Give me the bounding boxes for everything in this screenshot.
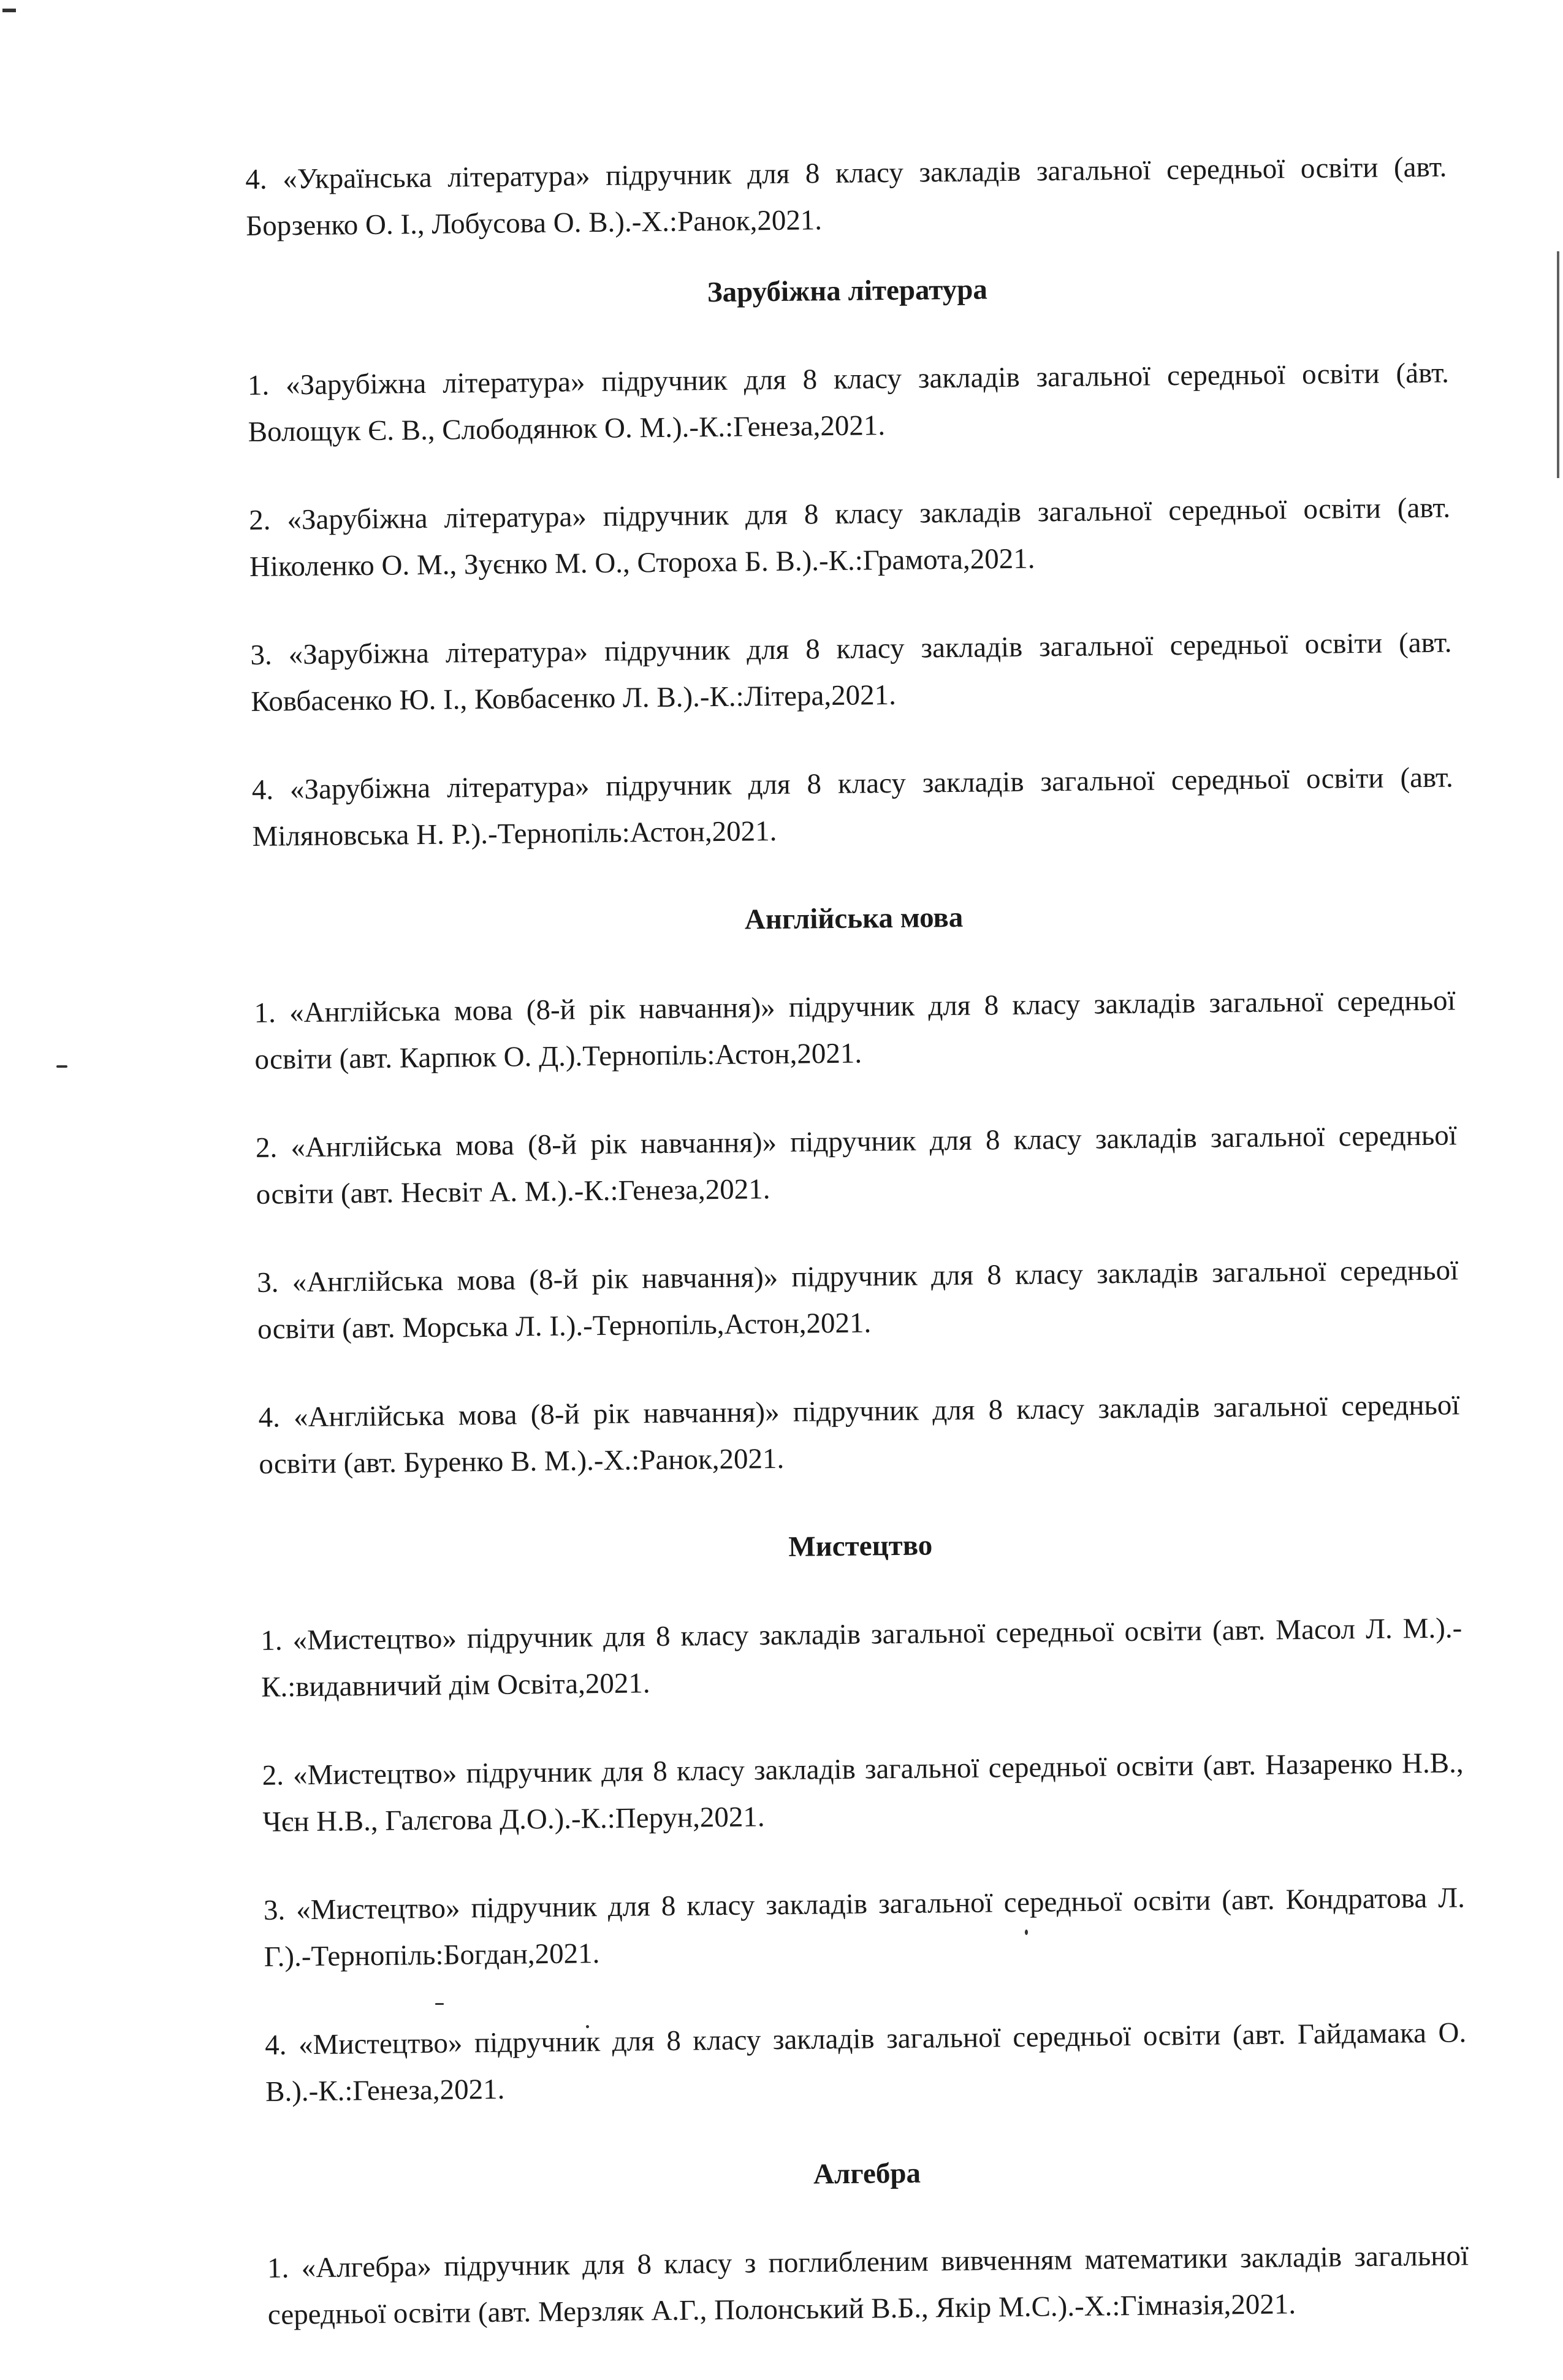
- list-item: 1. «Зарубіжна література» підручник для 8 класу закладів загальної середньої освіти (авт. Волощук Є. В., Слободянюк О. М.).-К.:Генеза,2021.: [247, 357, 1450, 448]
- scan-edge-mark: [1557, 251, 1559, 478]
- section-foreign-literature: [246, 261, 1454, 859]
- list-item: 3. «Зарубіжна література» підручник для 8 класу закладів загальної середньої освіти (авт. Ковбасенко Ю. І., Ковбасенко Л. В.).-К.:Літера,2021.: [250, 626, 1452, 718]
- list-item: 3. «Англійська мова (8-й рік навчання)» підручник для 8 класу закладів загальної середньої освіти (авт. Морська Л. І.).-Тернопіль,Астон,2021.: [256, 1254, 1459, 1345]
- scan-speck: [56, 1065, 67, 1068]
- section-art: [259, 1516, 1467, 2115]
- list-item: 4. «Зарубіжна література» підручник для 8 класу закладів загальної середньої освіти (авт. Міляновська Н. Р.).-Тернопіль:Астон,2021.: [251, 761, 1453, 853]
- list-item: 3. «Мистецтво» підручник для 8 класу закладів загальної середньої освіти (авт. Кондратова Л. Г.).-Тернопіль:Богдан,2021.: [263, 1882, 1466, 1973]
- list-item: 4. «Англійська мова (8-й рік навчання)» підручник для 8 класу закладів загальної середньої освіти (авт. Буренко В. М.).-Х.:Ранок,2021.: [258, 1389, 1460, 1480]
- section-title: Зарубіжна література: [707, 273, 988, 309]
- section-title: Алгебра: [813, 2157, 921, 2191]
- section-title: Мистецтво: [788, 1529, 933, 1563]
- intro-list-item: 4. «Українська література» підручник для 8 класу закладів загальної середньої освіти (авт. Борзенко О. І., Лобусова О. В.).-Х.:Ранок,2021.: [245, 151, 1447, 242]
- list-item: 4. «Мистецтво» підручник для 8 класу закладів загальної середньої освіти (авт. Гайдамака О. В.).-К.:Генеза,2021.: [265, 2017, 1467, 2108]
- list-item: 1. «Англійська мова (8-й рік навчання)» підручник для 8 класу закладів загальної середньої освіти (авт. Карпюк О. Д.).Тернопіль:Астон,2021.: [254, 984, 1456, 1076]
- list-item: 1. «Мистецтво» підручник для 8 класу закладів загальної середньої освіти (авт. Масол Л. М.).- К.:видавничий дім Освіта,2021.: [260, 1612, 1462, 1703]
- document-body: [245, 143, 1470, 2379]
- section-algebra: [266, 2144, 1469, 2338]
- section-english-language: [253, 889, 1461, 1487]
- list-item: 2. «Англійська мова (8-й рік навчання)» підручник для 8 класу закладів загальної середньої освіти (авт. Несвіт А. М.).-К.:Генеза,2021.: [255, 1119, 1458, 1211]
- list-item: 2. «Мистецтво» підручник для 8 класу закладів загальної середньої освіти (авт. Назаренко Н.В., Чєн Н.В., Галєгова Д.О.).-К.:Перун,2021.: [262, 1747, 1464, 1838]
- section-title: Англійська мова: [744, 901, 964, 936]
- list-item: 1. «Алгебра» підручник для 8 класу з поглибленим вивченням математики закладів загальної середньої освіти (авт. Мерзляк А.Г., Полонський В.Б., Якір М.С.).-Х.:Гімназія,2021.: [267, 2240, 1469, 2331]
- list-item: 2. «Зарубіжна література» підручник для 8 класу закладів загальної середньої освіти (авт. Ніколенко О. М., Зуєнко М. О., Стороха Б. В.).-К.:Грамота,2021.: [248, 492, 1451, 583]
- scan-corner-mark: [2, 9, 16, 12]
